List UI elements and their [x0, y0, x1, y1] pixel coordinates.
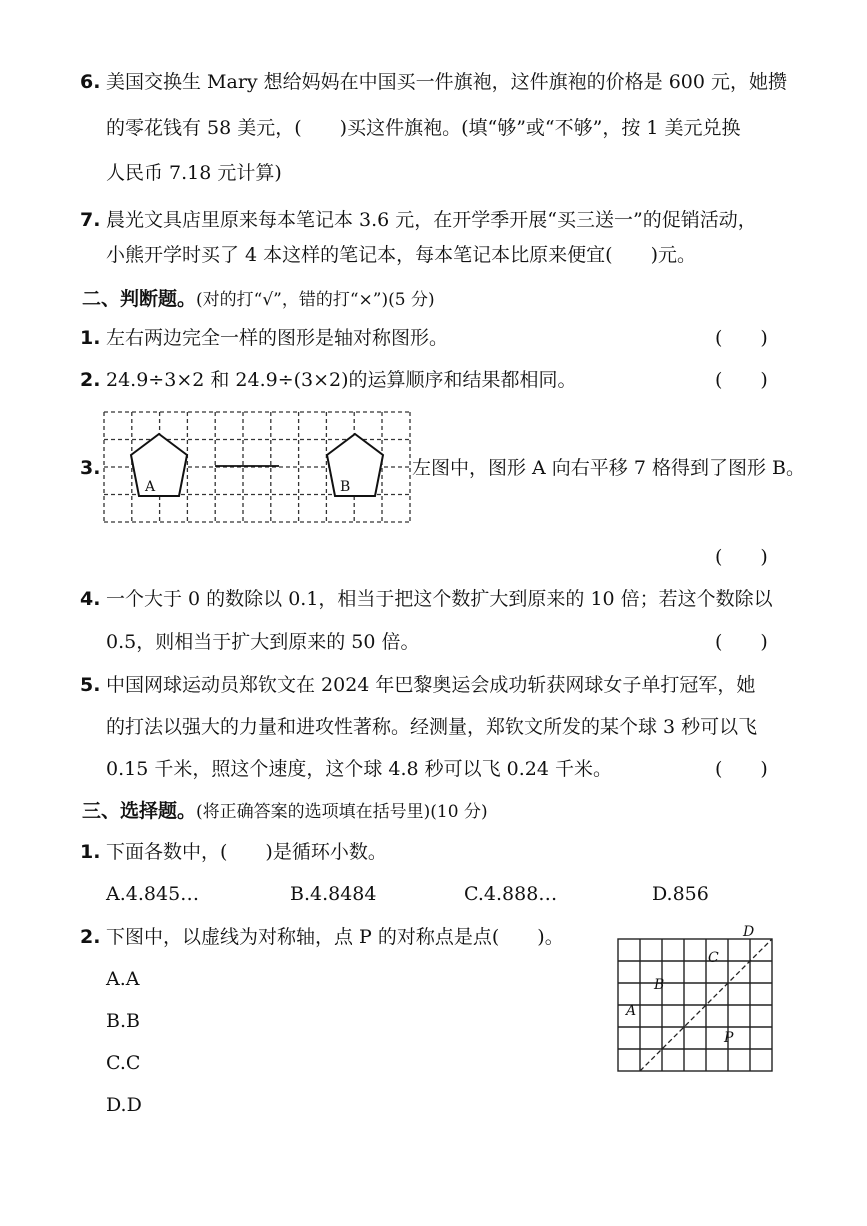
judge-q1-text: 左右两边完全一样的图形是轴对称图形。	[106, 327, 449, 349]
judge-q5-line2: 的打法以强大的力量和进攻性著称。经测量，郑钦文所发的某个球 3 秒可以飞	[106, 716, 758, 738]
judge-q4-line2: 0.5，则相当于扩大到原来的 50 倍。	[106, 631, 420, 653]
pentagon-a-label: A	[145, 479, 156, 495]
judge-q4-line1: 一个大于 0 的数除以 0.1，相当于把这个数扩大到原来的 10 倍；若这个数除以	[106, 588, 773, 610]
judge-q3-number: 3.	[80, 457, 101, 479]
point-p-label: P	[724, 1030, 734, 1046]
choice-section-title: 三、选择题。	[82, 800, 197, 822]
symmetry-grid-figure	[610, 924, 782, 1074]
choice-q2-option-c[interactable]: C.C	[106, 1052, 141, 1074]
pentagon-a	[131, 434, 187, 496]
translation-grid-figure	[103, 411, 411, 523]
choice-q1-option-c[interactable]: C.4.888…	[464, 883, 558, 905]
choice-q1-option-d[interactable]: D.856	[652, 883, 709, 905]
pentagon-b	[327, 434, 383, 496]
point-a-label: A	[626, 1003, 637, 1019]
point-c-label: C	[708, 950, 719, 966]
fill-q7-line1: 晨光文具店里原来每本笔记本 3.6 元，在开学季开展“买三送一”的促销活动，	[106, 209, 757, 231]
choice-q2-option-d[interactable]: D.D	[106, 1094, 142, 1116]
choice-q1-option-a[interactable]: A.4.845…	[106, 883, 200, 905]
judge-q5-line1: 中国网球运动员郑钦文在 2024 年巴黎奥运会成功斩获网球女子单打冠军，她	[106, 674, 756, 696]
fill-q6-line1: 美国交换生 Mary 想给妈妈在中国买一件旗袍，这件旗袍的价格是 600 元，她攒	[106, 71, 788, 93]
judge-section-title: 二、判断题。	[82, 288, 197, 310]
pentagon-b-label: B	[340, 479, 351, 495]
judge-q3-answer-paren[interactable]: ( )	[715, 546, 768, 568]
judge-q5-number: 5.	[80, 674, 101, 696]
judge-section-subtitle: (对的打“√”，错的打“×”)(5 分)	[196, 290, 435, 310]
judge-q5-line3: 0.15 千米，照这个速度，这个球 4.8 秒可以飞 0.24 千米。	[106, 758, 613, 780]
judge-q4-number: 4.	[80, 588, 101, 610]
judge-q3-text: 左图中，图形 A 向右平移 7 格得到了图形 B。	[412, 457, 805, 479]
choice-q2-number: 2.	[80, 926, 101, 948]
choice-section-subtitle: (将正确答案的选项填在括号里)(10 分)	[196, 802, 488, 822]
judge-section-heading	[82, 287, 435, 312]
choice-q1-option-b[interactable]: B.4.8484	[290, 883, 377, 905]
judge-q4-answer-paren[interactable]: ( )	[715, 631, 768, 653]
choice-q2-text: 下图中，以虚线为对称轴，点 P 的对称点是点( )。	[106, 926, 564, 948]
choice-section-heading	[82, 799, 488, 824]
fill-q6-number: 6.	[80, 71, 101, 93]
judge-q2-number: 2.	[80, 369, 101, 391]
fill-q6-line3: 人民币 7.18 元计算)	[106, 162, 282, 184]
choice-q2-option-a[interactable]: A.A	[106, 968, 140, 990]
fill-q7-number: 7.	[80, 209, 101, 231]
choice-q2-option-b[interactable]: B.B	[106, 1010, 140, 1032]
choice-q1-text: 下面各数中，( )是循环小数。	[106, 841, 387, 863]
choice-q1-number: 1.	[80, 841, 101, 863]
judge-q1-answer-paren[interactable]: ( )	[715, 327, 768, 349]
judge-q2-text: 24.9÷3×2 和 24.9÷(3×2)的运算顺序和结果都相同。	[106, 369, 577, 391]
fill-q7-line2: 小熊开学时买了 4 本这样的笔记本，每本笔记本比原来便宜( )元。	[106, 244, 696, 266]
point-b-label: B	[654, 977, 665, 993]
judge-q1-number: 1.	[80, 327, 101, 349]
judge-q5-answer-paren[interactable]: ( )	[715, 758, 768, 780]
fill-q6-line2: 的零花钱有 58 美元，( )买这件旗袍。(填“够”或“不够”，按 1 美元兑换	[106, 117, 741, 139]
point-d-label: D	[743, 924, 755, 940]
judge-q2-answer-paren[interactable]: ( )	[715, 369, 768, 391]
